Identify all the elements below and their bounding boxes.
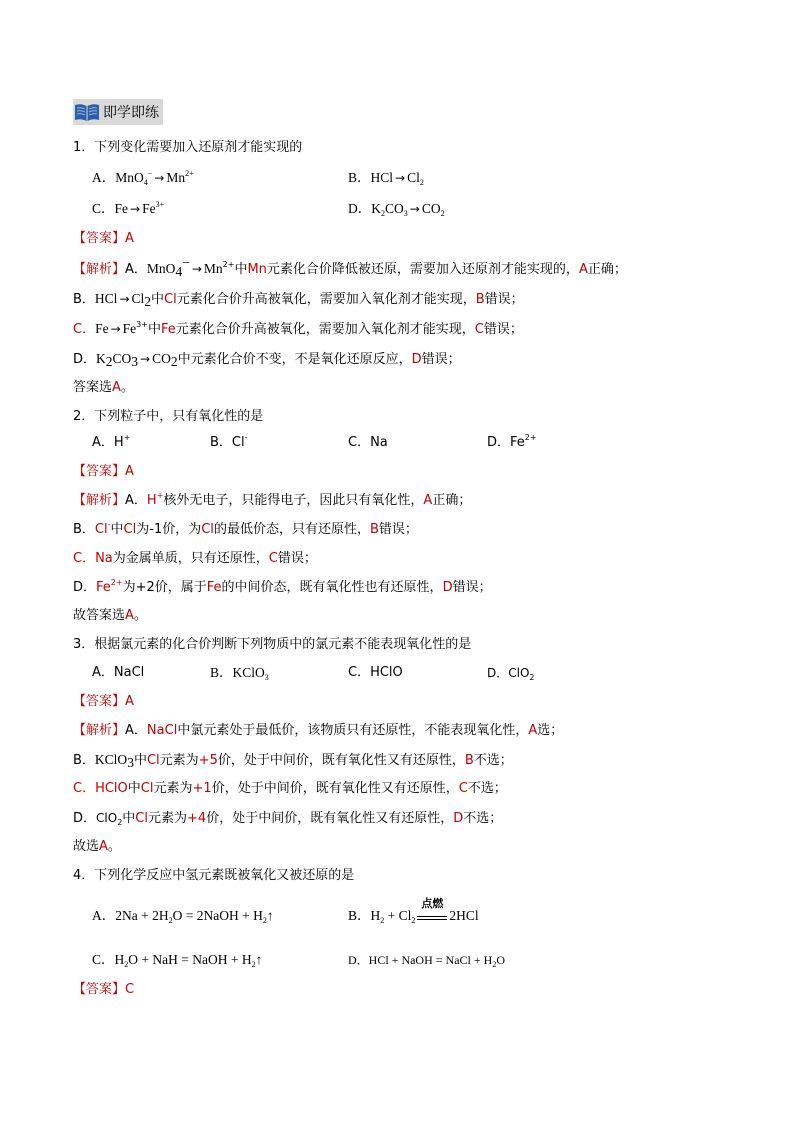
arrow-icon: →: [130, 202, 141, 216]
q3-explanation-c: C．HClO中Cl元素为+1价，处于中间价，既有氧化性又有还原性，C不选；: [73, 781, 507, 796]
q2-option-a: A．H+: [92, 433, 131, 450]
answer-value: A: [125, 464, 134, 479]
answer-value: A: [125, 231, 134, 246]
arrow-icon: →: [110, 322, 121, 336]
double-line-icon: [417, 916, 447, 920]
q1-answer: [73, 229, 134, 249]
answer-value: C: [125, 982, 135, 997]
q1-conclusion: 答案选A。: [73, 380, 134, 395]
q1-option-a: A．$MnO_4^- \to Mn^{2+}$: [92, 169, 194, 187]
q1-explanation-a: 【解析】A．$MnO_4^- \to Mn^{2+}$中Mn元素化合价降低被还原，需要加入还原剂才能实现的，A正确；: [73, 255, 627, 279]
arrow-icon: →: [395, 171, 406, 185]
explanation-tag: 【解析】: [73, 262, 126, 277]
answer-value: A: [125, 694, 134, 709]
arrow-icon: →: [191, 262, 202, 276]
q4-option-d: D．HCl + NaOH = NaCl + $H_2O$: [348, 953, 505, 969]
q3-option-b: B．KClO$_3$: [210, 665, 269, 682]
arrow-icon: →: [140, 352, 151, 366]
q2-conclusion: 故答案选A。: [73, 608, 147, 623]
q2-explanation-b: B．Cl-中Cl为-1价，为Cl的最低价态，只有还原性，B错误；: [73, 520, 418, 537]
answer-tag: 【答案】: [73, 464, 126, 479]
q1-option-d: D．$K_2CO_3 \to CO_2$: [348, 201, 445, 218]
q2-option-c: C．Na: [348, 435, 388, 450]
gas-arrow-icon: ↑: [255, 952, 263, 967]
q3-option-c: C．HClO: [348, 665, 403, 680]
q4-option-c: C．$H_2O$ + NaH = NaOH + $H_2↑$: [92, 952, 263, 969]
q3-explanation-d: D．ClO$_2$中Cl元素为+4价，处于中间价，既有氧化性又有还原性，D不选；: [73, 811, 503, 827]
gas-arrow-icon: ↑: [266, 908, 274, 923]
option-label: A．: [92, 170, 116, 185]
reaction-condition: 点燃: [417, 908, 447, 920]
q1-stem: 1．下列变化需要加入还原剂才能实现的: [73, 140, 303, 155]
q2-answer: [73, 462, 134, 482]
explanation-tag: 【解析】: [73, 493, 126, 508]
q2-explanation-c: C．Na为金属单质，只有还原性，C错误；: [73, 551, 317, 566]
explanation-tag: 【解析】: [73, 723, 126, 738]
arrow-icon: →: [119, 292, 130, 306]
q2-explanation-a: 【解析】A．H+核外无电子，只能得电子，因此只有氧化性，A正确；: [73, 491, 472, 508]
q1-option-c: C．$Fe \to Fe^{3+}$: [92, 200, 165, 216]
q2-explanation-d: D．$Fe^{2+}$为+2价，属于Fe的中间价态，既有氧化性也有还原性，D错误；: [73, 578, 492, 595]
q2-option-d: D．$Fe^{2+}$: [487, 433, 537, 450]
q2-stem: 2．下列粒子中，只有氧化性的是: [73, 409, 264, 424]
q3-answer: [73, 692, 134, 712]
q1-option-b: B．HCl → $Cl_2$: [348, 170, 424, 187]
answer-tag: 【答案】: [73, 694, 126, 709]
q3-conclusion: 故选A。: [73, 839, 121, 854]
q1-explanation-b: B．HCl → $Cl_2$中Cl元素化合价升高被氧化，需要加入氧化剂才能实现，B错误；: [73, 291, 524, 309]
q4-stem: 4．下列化学反应中氢元素既被氧化又被还原的是: [73, 868, 355, 883]
q3-option-a: A．NaCl: [92, 665, 145, 680]
q2-option-b: B．Cl-: [210, 433, 248, 450]
q3-explanation-a: 【解析】A．NaCl中氯元素处于最低价，该物质只有还原性，不能表现氧化性，A选；: [73, 723, 564, 738]
book-icon: [74, 102, 100, 122]
section-header: [73, 99, 163, 125]
q4-option-a: A．$2Na + 2H_2O$ = 2NaOH + $H_2↑$: [92, 908, 274, 925]
q4-answer: [73, 980, 134, 1000]
section-title: 即学即练: [103, 105, 159, 121]
q1-explanation-c: C．$Fe \to Fe^{3+}$中Fe元素化合价升高被氧化，需要加入氧化剂才能实现，C错误；: [73, 320, 523, 337]
arrow-icon: →: [409, 202, 420, 216]
answer-tag: 【答案】: [73, 231, 126, 246]
q3-explanation-b: B．KClO$_3$中Cl元素为+5价，处于中间价，既有氧化性又有还原性，B不选；: [73, 752, 513, 770]
q1-explanation-d: D．$K_2CO_3 \to CO_2$中元素化合价不变，不是氧化还原反应，D错误；: [73, 351, 461, 369]
q4-option-b: B．$H_2 + Cl_2$ 点燃 2HCl: [348, 897, 479, 925]
arrow-icon: →: [154, 171, 165, 185]
q3-stem: 3．根据氯元素的化合价判断下列物质中的氯元素不能表现氧化性的是: [73, 637, 472, 652]
q3-option-d: D．ClO$_2$: [487, 666, 535, 682]
answer-tag: 【答案】: [73, 982, 126, 997]
